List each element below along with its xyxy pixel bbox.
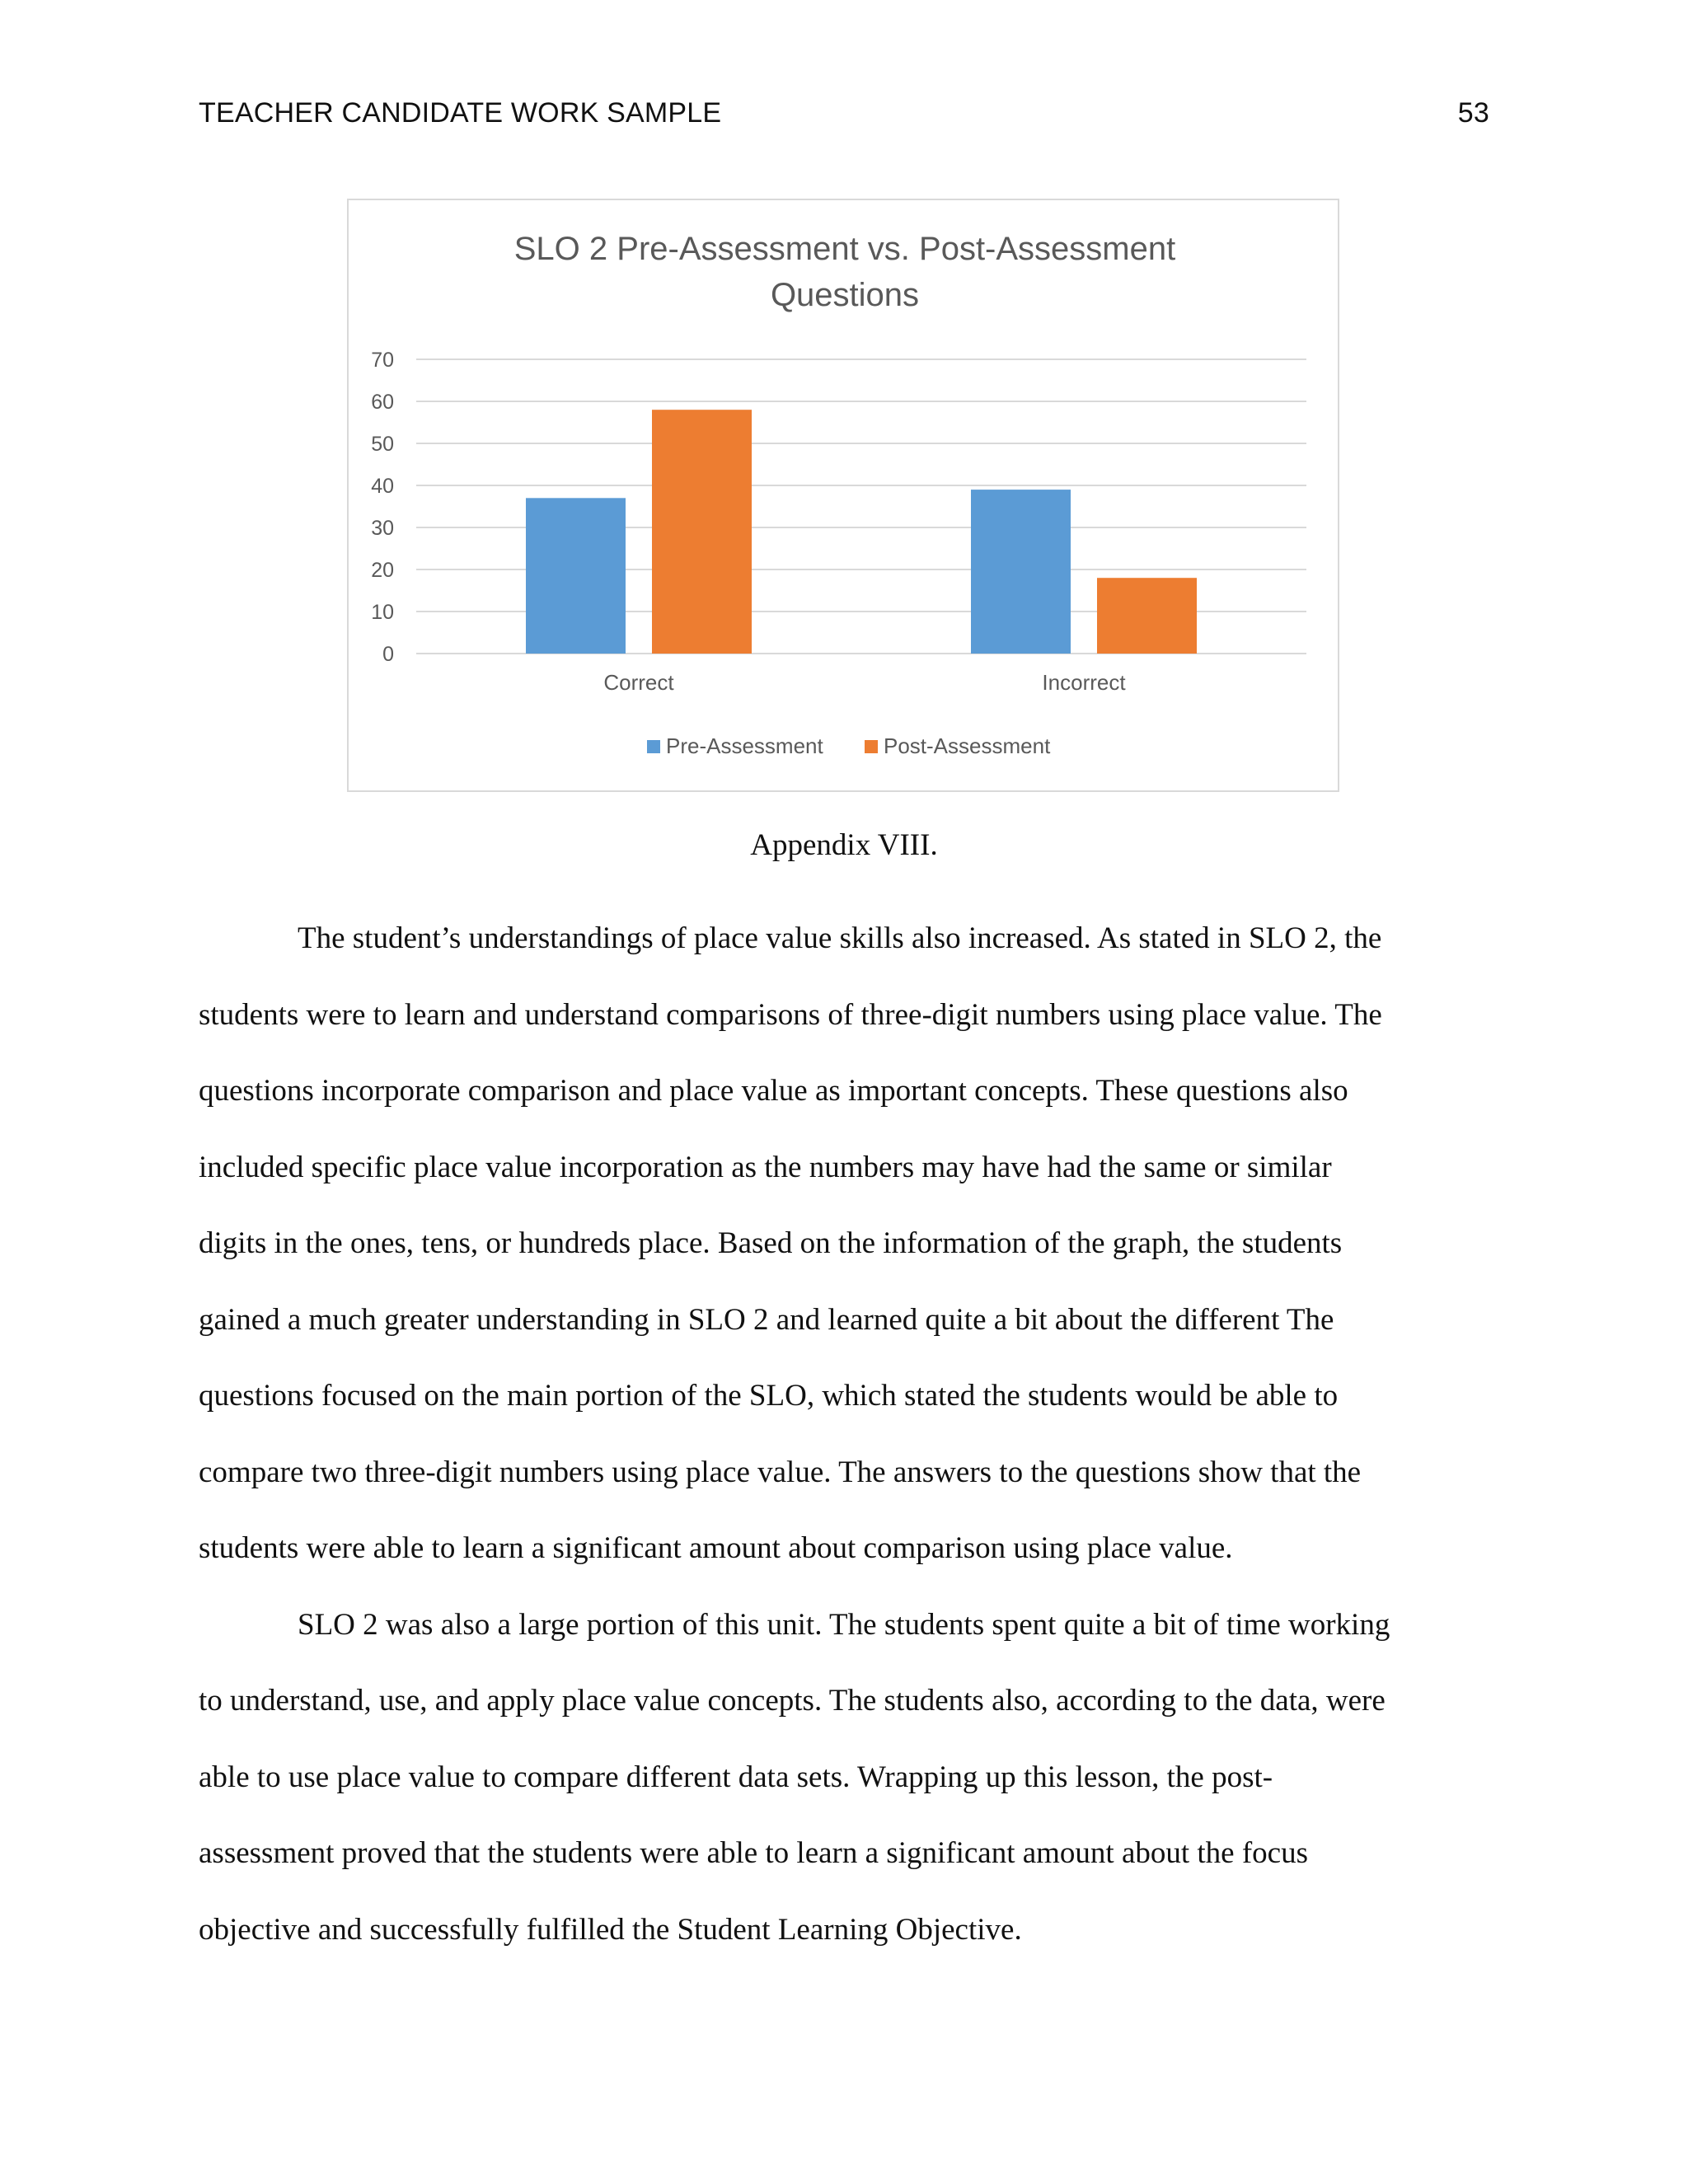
chart-title bbox=[514, 231, 1175, 313]
page-number: 53 bbox=[1457, 97, 1489, 129]
chart-title-line: Questions bbox=[770, 277, 920, 313]
legend-label: Post-Assessment bbox=[884, 733, 1051, 758]
y-axis-ticks bbox=[371, 349, 394, 666]
x-tick-label: Incorrect bbox=[1042, 670, 1126, 695]
bar-chart bbox=[349, 200, 1341, 794]
chart-bars bbox=[526, 410, 1197, 654]
x-tick-label: Correct bbox=[603, 670, 674, 695]
chart-container bbox=[347, 199, 1339, 792]
legend-label: Pre-Assessment bbox=[666, 733, 823, 758]
bar-post-assessment-incorrect bbox=[1097, 578, 1197, 654]
running-header bbox=[199, 97, 1489, 129]
y-tick-label: 70 bbox=[371, 349, 394, 372]
legend-swatch bbox=[865, 740, 878, 753]
body-text bbox=[199, 901, 1489, 1968]
y-tick-label: 50 bbox=[371, 433, 394, 456]
y-tick-label: 40 bbox=[371, 475, 394, 498]
running-title: TEACHER CANDIDATE WORK SAMPLE bbox=[199, 97, 722, 129]
legend-swatch bbox=[647, 740, 660, 753]
paragraph: The student’s understandings of place value skills also increased. As stated in SLO 2, the students were to learn and understand comparisons of three-digit numbers using place value. The questions incorporate comparison and place value as important concepts. These questions also included specific place value incorporation as the numbers may have had the same or similar digits in the ones, tens, or hundreds place. Based on the information of the graph, the students gained a much greater understanding in SLO 2 and learned quite a bit about the different The questions focused on the main portion of the SLO, which stated the students would be able to compare two three-digit numbers using place value. The answers to the questions show that the students were able to learn a significant amount about comparison using place value. bbox=[199, 921, 1382, 1565]
figure-caption: Appendix VIII. bbox=[750, 828, 938, 862]
chart-legend bbox=[647, 733, 1051, 758]
paragraph: SLO 2 was also a large portion of this unit. The students spent quite a bit of time working to understand, use, and apply place value concepts. The students also, according to the data, were able to use place value to compare different data sets. Wrapping up this lesson, the post- assessment proved that the students were able to learn a significant amount about the focus objective and successfully fulfilled the Student Learning Objective. bbox=[199, 1607, 1390, 1947]
x-axis-labels bbox=[603, 670, 1126, 695]
y-tick-label: 0 bbox=[382, 643, 394, 666]
bar-pre-assessment-correct bbox=[526, 498, 626, 654]
chart-title-line: SLO 2 Pre-Assessment vs. Post-Assessment bbox=[513, 231, 1176, 267]
y-tick-label: 60 bbox=[371, 391, 394, 414]
bar-post-assessment-correct bbox=[652, 410, 752, 654]
y-tick-label: 10 bbox=[371, 601, 394, 624]
y-tick-label: 30 bbox=[371, 517, 394, 540]
y-tick-label: 20 bbox=[371, 559, 394, 582]
bar-pre-assessment-incorrect bbox=[971, 490, 1071, 654]
